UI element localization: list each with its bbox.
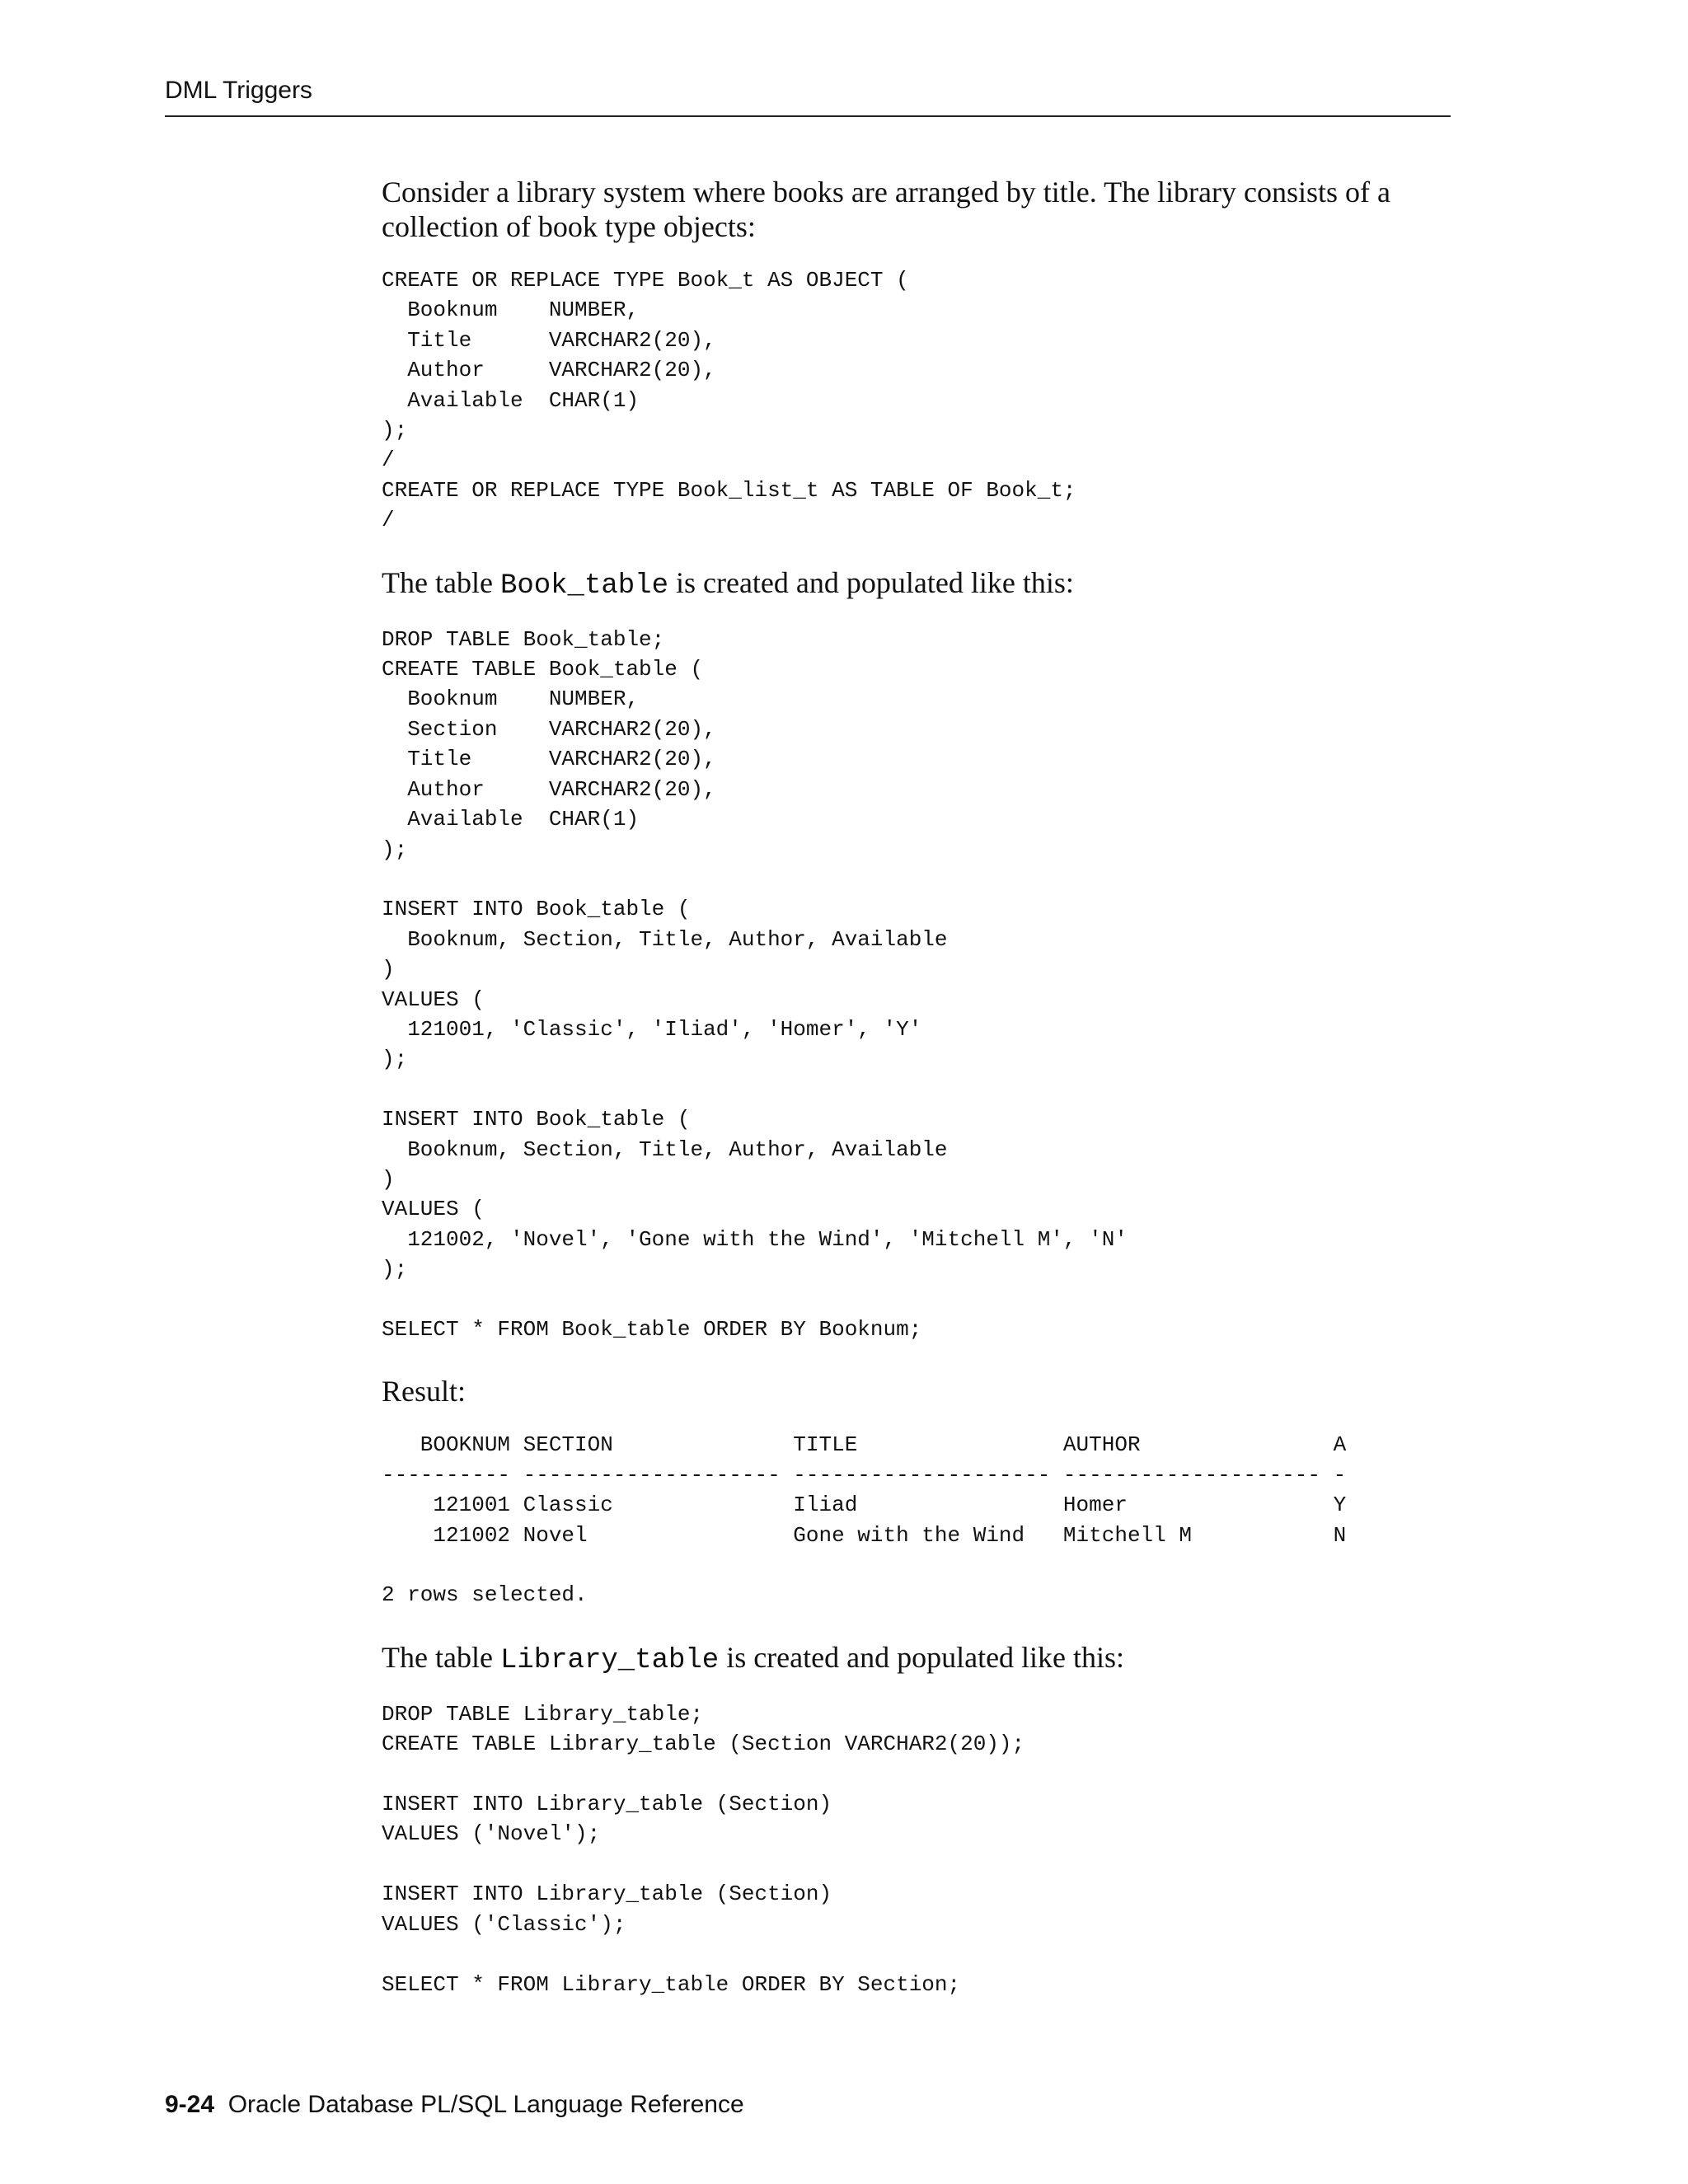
code-example-types: CREATE OR REPLACE TYPE Book_t AS OBJECT ( Booknum NUMBER, Title VARCHAR2(20), Author VARCHAR2(20), Available CHAR(1) ); / CREATE OR REPLACE TYPE Book_list_t AS TABLE OF Book_t; / — [382, 268, 1076, 533]
book-table-intro — [382, 565, 1445, 603]
library-table-intro-suffix: is created and populated like this: — [719, 1640, 1125, 1674]
code-result-output: BOOKNUM SECTION TITLE AUTHOR A ---------- -------------------- -------------------- -------------------- - 121001 Classic Iliad Homer Y 121002 Novel Gone with the Wind Mitchell M N 2 rows selected. — [382, 1432, 1347, 1608]
page-number: 9-24 — [165, 2091, 215, 2118]
header-rule — [165, 115, 1451, 117]
book-table-intro-suffix: is created and populated like this: — [668, 565, 1074, 599]
book-table-name: Book_table — [499, 569, 668, 602]
library-table-name: Library_table — [499, 1644, 720, 1676]
page-content — [382, 175, 1445, 1999]
code-example-book-table: DROP TABLE Book_table; CREATE TABLE Book_table ( Booknum NUMBER, Section VARCHAR2(20), Title VARCHAR2(20), Author VARCHAR2(20), Available CHAR(1) ); INSERT INTO Book_table ( Booknum, Section, Title, Author, Available ) VALUES ( 121001, 'Classic', 'Iliad', 'Homer', 'Y' ); INSERT INTO Book_table ( Booknum, Section, Title, Author, Available ) VALUES ( 121002, 'Novel', 'Gone with the Wind', 'Mitchell M', 'N' ); SELECT * FROM Book_table ORDER BY Booknum; — [382, 626, 1128, 1342]
intro-line-1: Consider a library system where books are arranged by title. The library consists of a — [382, 176, 1390, 209]
intro-paragraph — [382, 175, 1445, 244]
running-header: DML Triggers — [165, 77, 312, 104]
code-example-library-table: DROP TABLE Library_table; CREATE TABLE Library_table (Section VARCHAR2(20)); INSERT INTO Library_table (Section) VALUES ('Novel'); INSERT INTO Library_table (Section) VALUES ('Classic'); SELECT * FROM Library_table ORDER BY Section; — [382, 1701, 1025, 1997]
intro-line-2: collection of book type objects: — [382, 210, 756, 243]
book-title: Oracle Database PL/SQL Language Reference — [227, 2091, 744, 2118]
library-table-intro — [382, 1640, 1445, 1678]
book-table-intro-prefix: The table — [382, 565, 500, 599]
result-label: Result: — [382, 1375, 467, 1408]
page-footer — [165, 2087, 744, 2123]
library-table-intro-prefix: The table — [382, 1640, 500, 1674]
